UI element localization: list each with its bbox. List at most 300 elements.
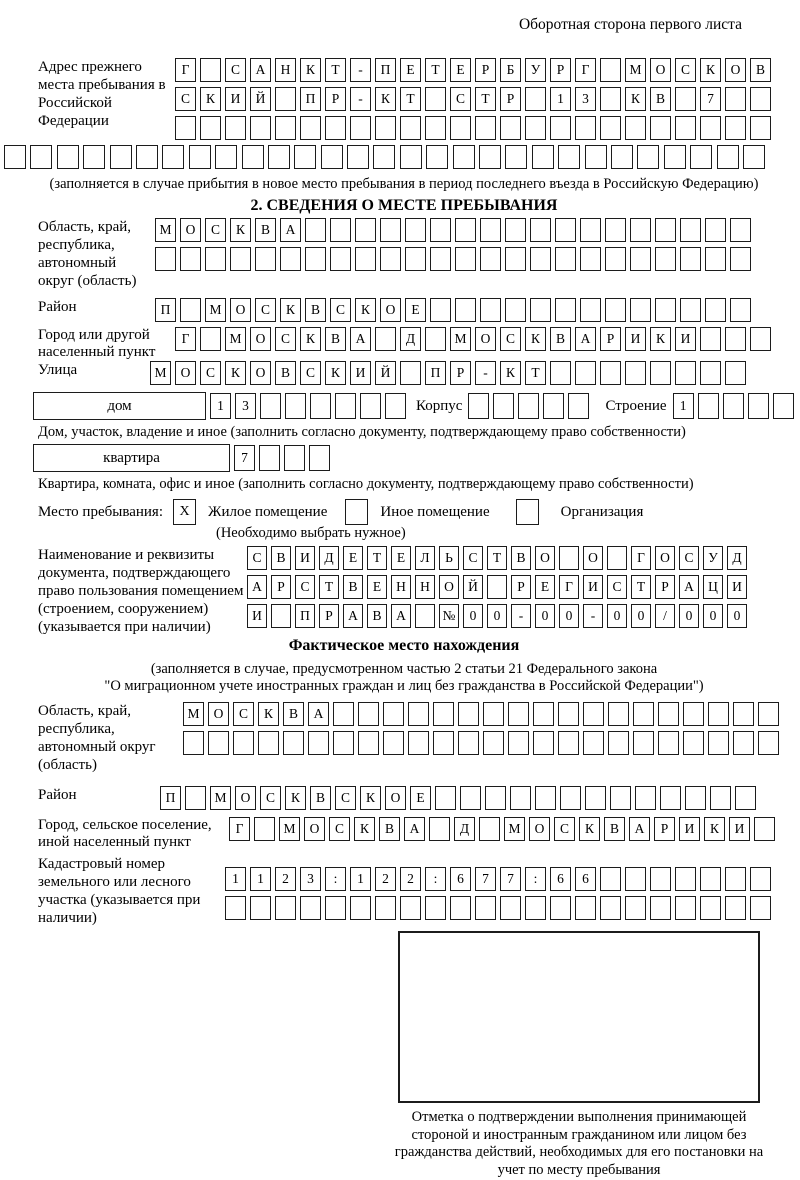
char-cell[interactable]: № — [439, 604, 459, 628]
char-cell[interactable] — [675, 361, 696, 385]
char-cell[interactable] — [750, 867, 771, 891]
char-cell[interactable] — [650, 361, 671, 385]
char-cell[interactable] — [675, 867, 696, 891]
char-cell[interactable]: Т — [631, 575, 651, 599]
char-cell[interactable]: С — [675, 58, 696, 82]
char-cell[interactable] — [725, 87, 746, 111]
char-cell[interactable] — [685, 786, 706, 810]
char-cell[interactable]: В — [750, 58, 771, 82]
char-cell[interactable] — [185, 786, 206, 810]
char-cell[interactable] — [700, 361, 721, 385]
char-cell[interactable] — [450, 116, 471, 140]
char-cell[interactable] — [725, 327, 746, 351]
char-cell[interactable] — [215, 145, 237, 169]
char-cell[interactable] — [585, 786, 606, 810]
char-cell[interactable] — [162, 145, 184, 169]
char-cell[interactable]: С — [295, 575, 315, 599]
char-cell[interactable] — [284, 445, 305, 471]
char-cell[interactable]: Д — [400, 327, 421, 351]
char-cell[interactable]: К — [525, 327, 546, 351]
char-cell[interactable] — [375, 116, 396, 140]
char-cell[interactable]: О — [583, 546, 603, 570]
char-cell[interactable]: Д — [319, 546, 339, 570]
char-cell[interactable] — [493, 393, 514, 419]
char-cell[interactable] — [558, 702, 579, 726]
char-cell[interactable]: - — [475, 361, 496, 385]
char-cell[interactable] — [533, 731, 554, 755]
char-cell[interactable] — [550, 361, 571, 385]
char-cell[interactable] — [655, 218, 676, 242]
char-cell[interactable]: 0 — [535, 604, 555, 628]
char-cell[interactable]: А — [308, 702, 329, 726]
char-cell[interactable] — [650, 896, 671, 920]
char-cell[interactable] — [225, 896, 246, 920]
char-cell[interactable] — [325, 116, 346, 140]
char-cell[interactable] — [400, 361, 421, 385]
char-cell[interactable]: О — [304, 817, 325, 841]
char-cell[interactable]: С — [450, 87, 471, 111]
char-cell[interactable] — [510, 786, 531, 810]
char-cell[interactable]: К — [300, 58, 321, 82]
char-cell[interactable]: С — [330, 298, 351, 322]
char-cell[interactable] — [487, 575, 507, 599]
char-cell[interactable]: - — [511, 604, 531, 628]
char-cell[interactable] — [585, 145, 607, 169]
char-cell[interactable]: К — [300, 327, 321, 351]
char-cell[interactable]: О — [250, 327, 271, 351]
char-cell[interactable] — [57, 145, 79, 169]
char-cell[interactable] — [650, 116, 671, 140]
char-cell[interactable]: М — [183, 702, 204, 726]
char-cell[interactable]: К — [625, 87, 646, 111]
char-cell[interactable] — [708, 702, 729, 726]
char-cell[interactable] — [683, 702, 704, 726]
char-cell[interactable]: 0 — [631, 604, 651, 628]
char-cell[interactable]: 6 — [575, 867, 596, 891]
char-cell[interactable] — [735, 786, 756, 810]
char-cell[interactable] — [180, 298, 201, 322]
char-cell[interactable]: 7 — [234, 445, 255, 471]
char-cell[interactable]: П — [155, 298, 176, 322]
char-cell[interactable]: И — [679, 817, 700, 841]
char-cell[interactable] — [280, 247, 301, 271]
char-cell[interactable] — [518, 393, 539, 419]
char-cell[interactable] — [683, 731, 704, 755]
char-cell[interactable]: 0 — [463, 604, 483, 628]
char-cell[interactable]: О — [175, 361, 196, 385]
char-cell[interactable] — [425, 87, 446, 111]
char-cell[interactable] — [675, 116, 696, 140]
char-cell[interactable] — [350, 896, 371, 920]
char-cell[interactable] — [205, 247, 226, 271]
char-cell[interactable] — [525, 87, 546, 111]
char-cell[interactable]: С — [554, 817, 575, 841]
char-cell[interactable] — [225, 116, 246, 140]
char-cell[interactable] — [305, 247, 326, 271]
char-cell[interactable]: О — [380, 298, 401, 322]
char-cell[interactable] — [558, 145, 580, 169]
char-cell[interactable] — [260, 393, 281, 419]
char-cell[interactable] — [505, 247, 526, 271]
char-cell[interactable]: О — [655, 546, 675, 570]
char-cell[interactable]: А — [343, 604, 363, 628]
char-cell[interactable] — [637, 145, 659, 169]
char-cell[interactable]: 2 — [375, 867, 396, 891]
char-cell[interactable]: И — [729, 817, 750, 841]
char-cell[interactable]: Е — [535, 575, 555, 599]
char-cell[interactable] — [455, 247, 476, 271]
char-cell[interactable] — [658, 731, 679, 755]
char-cell[interactable]: К — [280, 298, 301, 322]
char-cell[interactable]: Р — [475, 58, 496, 82]
char-cell[interactable] — [480, 218, 501, 242]
char-cell[interactable] — [625, 361, 646, 385]
char-cell[interactable] — [743, 145, 765, 169]
char-cell[interactable] — [483, 702, 504, 726]
char-cell[interactable] — [4, 145, 26, 169]
char-cell[interactable] — [690, 145, 712, 169]
char-cell[interactable]: О — [208, 702, 229, 726]
char-cell[interactable] — [650, 867, 671, 891]
char-cell[interactable] — [605, 298, 626, 322]
char-cell[interactable]: Ь — [439, 546, 459, 570]
char-cell[interactable]: В — [255, 218, 276, 242]
char-cell[interactable] — [200, 58, 221, 82]
char-cell[interactable] — [610, 786, 631, 810]
char-cell[interactable] — [271, 604, 291, 628]
char-cell[interactable] — [535, 786, 556, 810]
char-cell[interactable] — [453, 145, 475, 169]
char-cell[interactable]: Р — [500, 87, 521, 111]
char-cell[interactable] — [705, 298, 726, 322]
char-cell[interactable] — [233, 731, 254, 755]
char-cell[interactable] — [333, 702, 354, 726]
char-cell[interactable] — [333, 731, 354, 755]
char-cell[interactable]: 3 — [300, 867, 321, 891]
char-cell[interactable] — [607, 546, 627, 570]
char-cell[interactable]: К — [355, 298, 376, 322]
char-cell[interactable]: С — [233, 702, 254, 726]
char-cell[interactable] — [283, 731, 304, 755]
char-cell[interactable] — [415, 604, 435, 628]
char-cell[interactable] — [508, 731, 529, 755]
char-cell[interactable]: Л — [415, 546, 435, 570]
char-cell[interactable]: Г — [175, 58, 196, 82]
char-cell[interactable]: С — [175, 87, 196, 111]
char-cell[interactable] — [136, 145, 158, 169]
char-cell[interactable]: Е — [410, 786, 431, 810]
char-cell[interactable]: Т — [475, 87, 496, 111]
house-box-label[interactable]: дом — [33, 392, 206, 420]
char-cell[interactable] — [250, 116, 271, 140]
char-cell[interactable] — [255, 247, 276, 271]
char-cell[interactable]: Р — [654, 817, 675, 841]
char-cell[interactable] — [375, 327, 396, 351]
char-cell[interactable] — [568, 393, 589, 419]
char-cell[interactable]: О — [180, 218, 201, 242]
char-cell[interactable]: - — [350, 58, 371, 82]
char-cell[interactable] — [700, 116, 721, 140]
char-cell[interactable]: О — [250, 361, 271, 385]
char-cell[interactable] — [608, 702, 629, 726]
char-cell[interactable]: 0 — [679, 604, 699, 628]
char-cell[interactable]: О — [529, 817, 550, 841]
char-cell[interactable]: Р — [450, 361, 471, 385]
char-cell[interactable] — [335, 393, 356, 419]
char-cell[interactable]: Е — [367, 575, 387, 599]
char-cell[interactable] — [254, 817, 275, 841]
char-cell[interactable]: Б — [500, 58, 521, 82]
char-cell[interactable] — [200, 116, 221, 140]
char-cell[interactable] — [717, 145, 739, 169]
char-cell[interactable]: П — [295, 604, 315, 628]
char-cell[interactable] — [543, 393, 564, 419]
char-cell[interactable]: Р — [550, 58, 571, 82]
char-cell[interactable] — [580, 247, 601, 271]
char-cell[interactable]: С — [205, 218, 226, 242]
char-cell[interactable] — [508, 702, 529, 726]
char-cell[interactable] — [655, 247, 676, 271]
char-cell[interactable] — [294, 145, 316, 169]
char-cell[interactable]: М — [155, 218, 176, 242]
char-cell[interactable]: В — [283, 702, 304, 726]
char-cell[interactable] — [635, 786, 656, 810]
char-cell[interactable] — [183, 731, 204, 755]
char-cell[interactable] — [258, 731, 279, 755]
char-cell[interactable]: Д — [454, 817, 475, 841]
char-cell[interactable] — [575, 361, 596, 385]
char-cell[interactable]: С — [607, 575, 627, 599]
char-cell[interactable] — [468, 393, 489, 419]
char-cell[interactable] — [430, 298, 451, 322]
char-cell[interactable] — [630, 298, 651, 322]
char-cell[interactable] — [580, 218, 601, 242]
checkbox-organization[interactable] — [516, 499, 539, 525]
char-cell[interactable]: П — [160, 786, 181, 810]
char-cell[interactable]: Н — [275, 58, 296, 82]
char-cell[interactable] — [730, 298, 751, 322]
char-cell[interactable] — [475, 896, 496, 920]
char-cell[interactable] — [525, 896, 546, 920]
char-cell[interactable] — [758, 702, 779, 726]
char-cell[interactable] — [730, 218, 751, 242]
char-cell[interactable]: А — [280, 218, 301, 242]
char-cell[interactable]: Р — [271, 575, 291, 599]
char-cell[interactable] — [350, 116, 371, 140]
char-cell[interactable] — [380, 218, 401, 242]
char-cell[interactable]: Н — [415, 575, 435, 599]
char-cell[interactable] — [633, 702, 654, 726]
char-cell[interactable] — [355, 218, 376, 242]
char-cell[interactable]: Н — [391, 575, 411, 599]
char-cell[interactable] — [698, 393, 719, 419]
char-cell[interactable]: К — [354, 817, 375, 841]
char-cell[interactable] — [373, 145, 395, 169]
char-cell[interactable] — [532, 145, 554, 169]
char-cell[interactable]: С — [260, 786, 281, 810]
char-cell[interactable] — [360, 393, 381, 419]
char-cell[interactable] — [660, 786, 681, 810]
char-cell[interactable]: 0 — [487, 604, 507, 628]
char-cell[interactable] — [525, 116, 546, 140]
char-cell[interactable] — [625, 867, 646, 891]
char-cell[interactable] — [300, 896, 321, 920]
char-cell[interactable] — [555, 218, 576, 242]
char-cell[interactable] — [605, 247, 626, 271]
char-cell[interactable] — [400, 896, 421, 920]
char-cell[interactable] — [733, 702, 754, 726]
char-cell[interactable]: В — [310, 786, 331, 810]
char-cell[interactable] — [600, 116, 621, 140]
char-cell[interactable] — [175, 116, 196, 140]
char-cell[interactable] — [433, 702, 454, 726]
char-cell[interactable]: В — [271, 546, 291, 570]
char-cell[interactable] — [600, 87, 621, 111]
char-cell[interactable] — [400, 116, 421, 140]
char-cell[interactable]: О — [385, 786, 406, 810]
char-cell[interactable] — [358, 702, 379, 726]
apartment-box-label[interactable]: квартира — [33, 444, 230, 472]
char-cell[interactable]: - — [583, 604, 603, 628]
char-cell[interactable]: С — [500, 327, 521, 351]
char-cell[interactable]: 2 — [275, 867, 296, 891]
char-cell[interactable] — [483, 731, 504, 755]
char-cell[interactable]: Е — [343, 546, 363, 570]
char-cell[interactable] — [758, 731, 779, 755]
char-cell[interactable] — [710, 786, 731, 810]
char-cell[interactable]: К — [579, 817, 600, 841]
char-cell[interactable] — [479, 145, 501, 169]
char-cell[interactable] — [664, 145, 686, 169]
char-cell[interactable]: С — [679, 546, 699, 570]
char-cell[interactable] — [460, 786, 481, 810]
char-cell[interactable] — [530, 218, 551, 242]
char-cell[interactable] — [200, 327, 221, 351]
char-cell[interactable] — [583, 731, 604, 755]
char-cell[interactable] — [633, 731, 654, 755]
char-cell[interactable]: М — [504, 817, 525, 841]
char-cell[interactable] — [189, 145, 211, 169]
char-cell[interactable] — [455, 218, 476, 242]
char-cell[interactable]: Й — [250, 87, 271, 111]
char-cell[interactable] — [330, 218, 351, 242]
char-cell[interactable]: С — [225, 58, 246, 82]
char-cell[interactable]: О — [235, 786, 256, 810]
char-cell[interactable]: Р — [655, 575, 675, 599]
char-cell[interactable]: К — [375, 87, 396, 111]
char-cell[interactable]: Й — [463, 575, 483, 599]
char-cell[interactable]: Т — [319, 575, 339, 599]
char-cell[interactable]: А — [404, 817, 425, 841]
char-cell[interactable] — [383, 731, 404, 755]
char-cell[interactable] — [430, 218, 451, 242]
char-cell[interactable]: И — [675, 327, 696, 351]
char-cell[interactable] — [555, 298, 576, 322]
char-cell[interactable] — [700, 896, 721, 920]
char-cell[interactable]: О — [439, 575, 459, 599]
char-cell[interactable] — [675, 87, 696, 111]
char-cell[interactable] — [405, 218, 426, 242]
char-cell[interactable]: Г — [229, 817, 250, 841]
char-cell[interactable]: К — [360, 786, 381, 810]
char-cell[interactable] — [725, 896, 746, 920]
char-cell[interactable]: Г — [175, 327, 196, 351]
char-cell[interactable] — [723, 393, 744, 419]
char-cell[interactable] — [285, 393, 306, 419]
char-cell[interactable] — [180, 247, 201, 271]
char-cell[interactable] — [708, 731, 729, 755]
char-cell[interactable]: - — [350, 87, 371, 111]
char-cell[interactable] — [505, 145, 527, 169]
char-cell[interactable]: И — [225, 87, 246, 111]
char-cell[interactable]: 1 — [673, 393, 694, 419]
char-cell[interactable]: 7 — [475, 867, 496, 891]
char-cell[interactable]: В — [367, 604, 387, 628]
char-cell[interactable]: 1 — [550, 87, 571, 111]
char-cell[interactable] — [455, 298, 476, 322]
char-cell[interactable]: О — [230, 298, 251, 322]
char-cell[interactable] — [408, 731, 429, 755]
char-cell[interactable]: Р — [319, 604, 339, 628]
char-cell[interactable]: С — [335, 786, 356, 810]
char-cell[interactable] — [700, 867, 721, 891]
char-cell[interactable] — [321, 145, 343, 169]
char-cell[interactable] — [580, 298, 601, 322]
char-cell[interactable] — [250, 896, 271, 920]
char-cell[interactable] — [435, 786, 456, 810]
char-cell[interactable]: М — [205, 298, 226, 322]
char-cell[interactable]: М — [225, 327, 246, 351]
char-cell[interactable]: П — [375, 58, 396, 82]
char-cell[interactable] — [309, 445, 330, 471]
char-cell[interactable]: С — [275, 327, 296, 351]
char-cell[interactable]: В — [275, 361, 296, 385]
char-cell[interactable]: С — [200, 361, 221, 385]
char-cell[interactable] — [425, 327, 446, 351]
char-cell[interactable]: М — [625, 58, 646, 82]
char-cell[interactable] — [725, 867, 746, 891]
char-cell[interactable] — [208, 731, 229, 755]
char-cell[interactable] — [275, 116, 296, 140]
char-cell[interactable]: М — [450, 327, 471, 351]
char-cell[interactable]: 2 — [400, 867, 421, 891]
char-cell[interactable] — [533, 702, 554, 726]
char-cell[interactable]: Е — [405, 298, 426, 322]
char-cell[interactable] — [530, 247, 551, 271]
char-cell[interactable]: 0 — [703, 604, 723, 628]
char-cell[interactable]: М — [150, 361, 171, 385]
char-cell[interactable]: Е — [450, 58, 471, 82]
char-cell[interactable] — [625, 896, 646, 920]
char-cell[interactable] — [383, 702, 404, 726]
char-cell[interactable] — [430, 247, 451, 271]
char-cell[interactable] — [750, 896, 771, 920]
char-cell[interactable]: К — [704, 817, 725, 841]
char-cell[interactable]: К — [285, 786, 306, 810]
char-cell[interactable] — [505, 298, 526, 322]
char-cell[interactable]: Т — [425, 58, 446, 82]
char-cell[interactable]: Т — [487, 546, 507, 570]
char-cell[interactable]: С — [463, 546, 483, 570]
char-cell[interactable]: 1 — [210, 393, 231, 419]
char-cell[interactable] — [750, 116, 771, 140]
char-cell[interactable] — [308, 731, 329, 755]
char-cell[interactable] — [558, 731, 579, 755]
char-cell[interactable] — [330, 247, 351, 271]
char-cell[interactable]: А — [250, 58, 271, 82]
char-cell[interactable]: А — [391, 604, 411, 628]
checkbox-residential[interactable]: X — [173, 499, 196, 525]
